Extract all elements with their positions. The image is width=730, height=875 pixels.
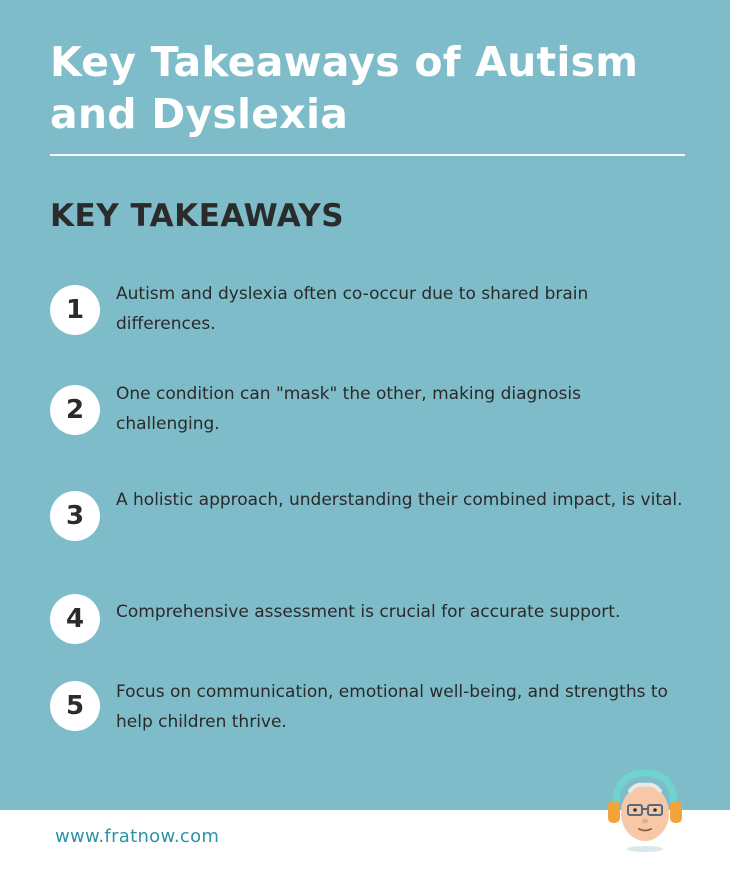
takeaway-number-badge: 5 (50, 681, 100, 731)
title-divider (50, 154, 685, 156)
takeaway-item (50, 487, 690, 547)
takeaway-text: A holistic approach, understanding their combined impact, is vital. (116, 490, 683, 510)
website-link[interactable]: www.fratnow.com (55, 826, 220, 847)
page-title: Key Takeaways of Autism and Dyslexia (50, 38, 639, 138)
takeaway-item (50, 281, 690, 341)
takeaway-item (50, 381, 690, 441)
takeaway-number-badge: 3 (50, 491, 100, 541)
mascot-avatar-headphones-icon (600, 765, 690, 855)
takeaway-item (50, 680, 690, 740)
takeaway-text: Comprehensive assessment is crucial for accurate support. (116, 602, 621, 622)
takeaway-text: One condition can "mask" the other, making diagnosis challenging. (116, 384, 581, 434)
takeaway-text: Autism and dyslexia often co-occur due to shared brain differences. (116, 284, 589, 334)
takeaway-text: Focus on communication, emotional well-being, and strengths to help children thrive. (116, 682, 668, 732)
takeaway-number-badge: 4 (50, 594, 100, 644)
section-heading: KEY TAKEAWAYS (50, 198, 345, 234)
takeaway-number-badge: 2 (50, 385, 100, 435)
takeaway-number-badge: 1 (50, 285, 100, 335)
takeaway-item (50, 593, 690, 653)
